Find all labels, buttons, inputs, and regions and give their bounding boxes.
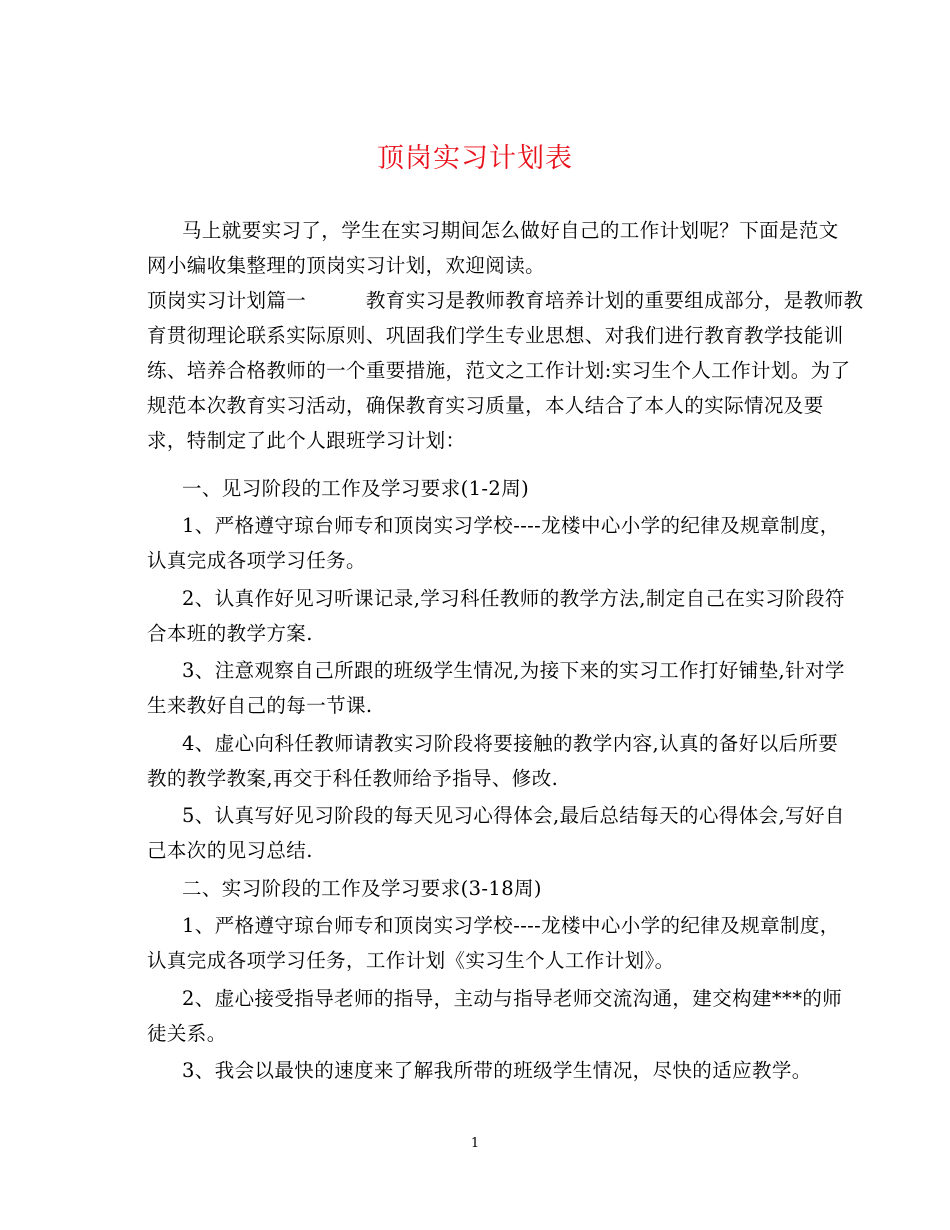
paragraph-line: 2、虚心接受指导老师的指导，主动与指导老师交流沟通，建交构建***的师 [182,987,843,1010]
paragraph-line: 认真完成各项学习任务。 [147,549,366,572]
paragraph-line: 网小编收集整理的顶岗实习计划，欢迎阅读。 [147,254,546,277]
section-heading: 一、见习阶段的工作及学习要求(1-2周) [182,477,530,500]
document-title: 顶岗实习计划表 [377,143,573,174]
paragraph-line: 规范本次教育实习活动，确保教育实习质量，本人结合了本人的实际情况及要 [147,394,824,417]
paragraph-line: 1、严格遵守琼台师专和顶岗实习学校----龙楼中心小学的纪律及规章制度， [182,514,840,537]
page-number: 1 [470,1136,480,1151]
paragraph-line: 己本次的见习总结. [147,839,313,862]
section-heading: 二、实习阶段的工作及学习要求(3-18周) [182,877,542,900]
paragraph-line: 3、我会以最快的速度来了解我所带的班级学生情况，尽快的适应教学。 [182,1059,812,1082]
paragraph-line: 4、虚心向科任教师请教实习阶段将要接触的教学内容,认真的备好以后所要 [182,732,839,755]
paragraph-line: 2、认真作好见习听课记录,学习科任教师的教学方法,制定自己在实习阶段符 [182,587,845,610]
paragraph-line: 1、严格遵守琼台师专和顶岗实习学校----龙楼中心小学的纪律及规章制度， [182,914,840,937]
paragraph-line: 徒关系。 [147,1022,227,1045]
paragraph-line: 生来教好自己的每一节课. [147,694,373,717]
paragraph-line: 马上就要实习了，学生在实习期间怎么做好自己的工作计划呢？下面是范文 [182,219,839,242]
paragraph-line: 育贯彻理论联系实际原则、巩固我们学生专业思想、对我们进行教育教学技能训 [147,324,844,347]
paragraph-line: 3、注意观察自己所跟的班级学生情况,为接下来的实习工作打好铺垫,针对学 [182,659,845,682]
paragraph-line: 认真完成各项学习任务，工作计划《实习生个人工作计划》。 [147,949,675,972]
paragraph-line: 教的教学教案,再交于科任教师给予指导、修改. [147,767,559,790]
paragraph-line: 求，特制定了此个人跟班学习计划： [147,429,466,452]
paragraph-line: 练、培养合格教师的一个重要措施，范文之工作计划:实习生个人工作计划。为了 [147,359,851,382]
paragraph-line: 顶岗实习计划篇一 教育实习是教师教育培养计划的重要组成部分，是教师教 [147,289,864,312]
paragraph-line: 5、认真写好见习阶段的每天见习心得体会,最后总结每天的心得体会,写好自 [182,804,845,827]
paragraph-line: 合本班的教学方案. [147,622,313,645]
